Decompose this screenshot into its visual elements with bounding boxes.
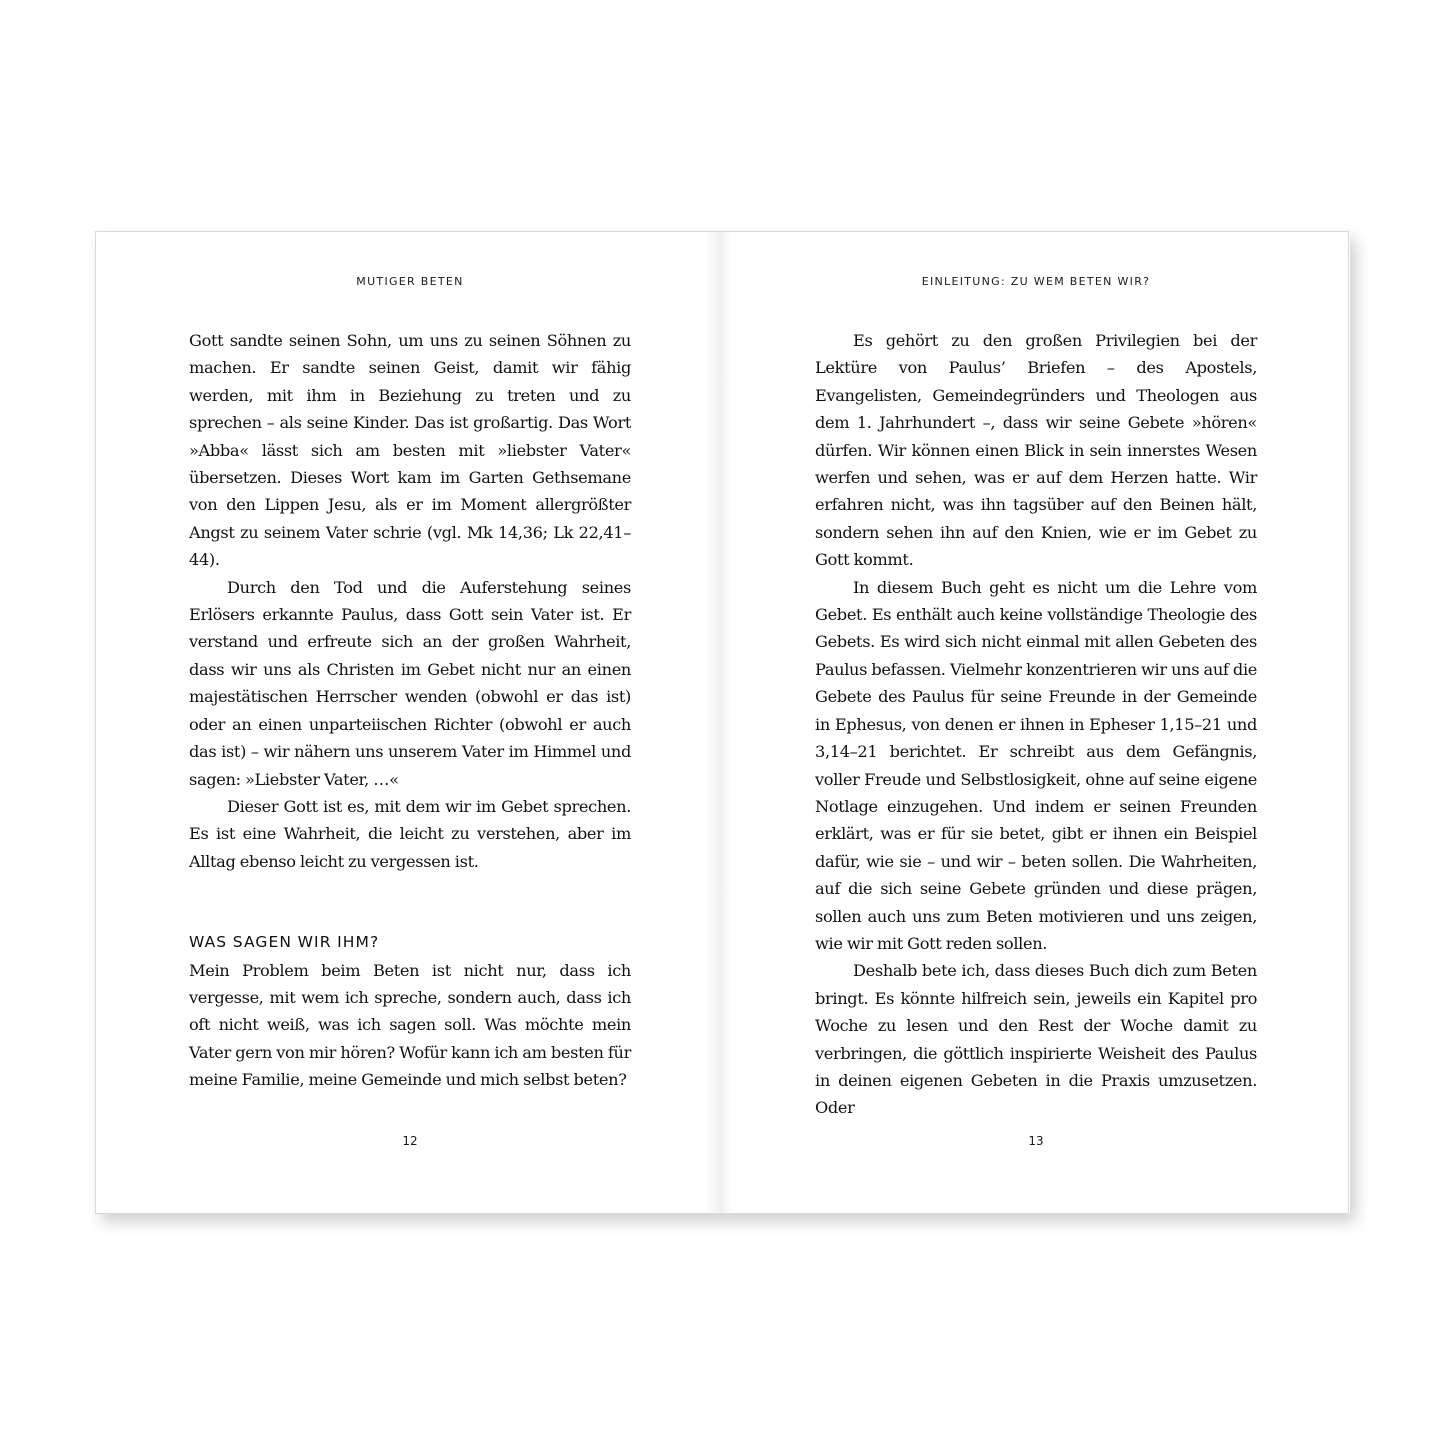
paragraph: Dieser Gott ist es, mit dem wir im Gebet sprechen. Es ist eine Wahrheit, die leicht zu verstehen, aber im Alltag ebenso leicht zu vergessen ist. [189,796,631,871]
paragraph: Es gehört zu den großen Privilegien bei der Lektüre von Paulus’ Briefen – des Apostels, Evangelisten, Gemeindegründers und Theologen aus dem 1. Jahrhundert –, dass wir seine Gebete »hören« dürfen. Wir können einen Blick in sein innerstes Wesen werfen und sehen, was er auf dem Herzen hatte. Wir erfahren nicht, was ihn tagsüber auf den Beinen hält, sondern sehen ihn auf den Knien, wie er im Gebet zu Gott kommt. [815,331,1257,570]
gutter-shadow [722,232,732,1213]
right-page [722,231,1349,1214]
right-text-block [815,327,1257,1122]
paragraph: Deshalb bete ich, dass dieses Buch dich zum Beten bringt. Es könnte hilfreich sein, jeweils ein Kapitel pro Woche zu lesen und den Rest der Woche damit zu verbringen, die göttlich inspirierte Weisheit des Paulus in deinen eigenen Gebeten in die Praxis umzusetzen. Oder [815,961,1257,1118]
page-number-left: 12 [402,1134,418,1148]
section-heading: WAS SAGEN WIR IHM? [189,933,380,952]
paragraph: In diesem Buch geht es nicht um die Lehre vom Gebet. Es enthält auch keine vollständige Theologie des Gebets. Es wird sich nicht einmal mit allen Gebeten des Paulus befassen. Vielmehr konzentrieren wir uns auf die Gebete des Paulus für seine Freunde in der Gemeinde in Ephesus, von denen er ihnen in Epheser 1,15–21 und 3,14–21 berichtet. Er schreibt aus dem Gefängnis, voller Freude und Selbstlosigkeit, ohne auf seine eigene Notlage einzugehen. Und indem er seinen Freunden erklärt, was er für sie betet, gibt er ihnen ein Beispiel dafür, wie sie – und wir – beten sollen. Die Wahrheiten, auf die sich seine Gebete gründen und diese prägen, sollen auch uns zum Beten motivieren und uns zeigen, wie wir mit Gott reden sollen. [815,577,1257,953]
gutter-shadow [704,232,722,1213]
book-spread [95,231,1350,1214]
running-head-right: EINLEITUNG: ZU WEM BETEN WIR? [921,275,1151,288]
running-head-left: MUTIGER BETEN [356,275,464,288]
paragraph: Gott sandte seinen Sohn, um uns zu seinen Söhnen zu machen. Er sandte seinen Geist, damit wir fähig werden, mit ihm in Beziehung zu treten und zu sprechen – als seine Kinder. Das ist großartig. Das Wort »Abba« lässt sich am besten mit »liebster Vater« übersetzen. Dieses Wort kam im Garten Gethsemane von den Lippen Jesu, als er im Moment allergrößter Angst zu seinem Vater schrie (vgl. Mk 14,36; Lk 22,41–44). [189,331,631,570]
page-number-right: 13 [1028,1134,1044,1148]
paragraph: Mein Problem beim Beten ist nicht nur, dass ich vergesse, mit wem ich spreche, sondern auch, dass ich oft nicht weiß, was ich sagen soll. Was möchte mein Vater gern von mir hören? Wofür kann ich am besten für meine Familie, meine Gemeinde und mich selbst beten? [189,960,631,1090]
left-page [95,231,722,1214]
left-text-block [189,327,631,1094]
paragraph: Durch den Tod und die Auferstehung seines Erlösers erkannte Paulus, dass Gott sein Vater ist. Er verstand und erfreute sich an der großen Wahrheit, dass wir uns als Christen im Gebet nicht nur an einen majestätischen Herrscher wenden (obwohl er das ist) oder an einen unparteiischen Richter (obwohl er auch das ist) – wir nähern uns unserem Vater im Himmel und sagen: »Liebster Vater, …« [189,577,631,789]
